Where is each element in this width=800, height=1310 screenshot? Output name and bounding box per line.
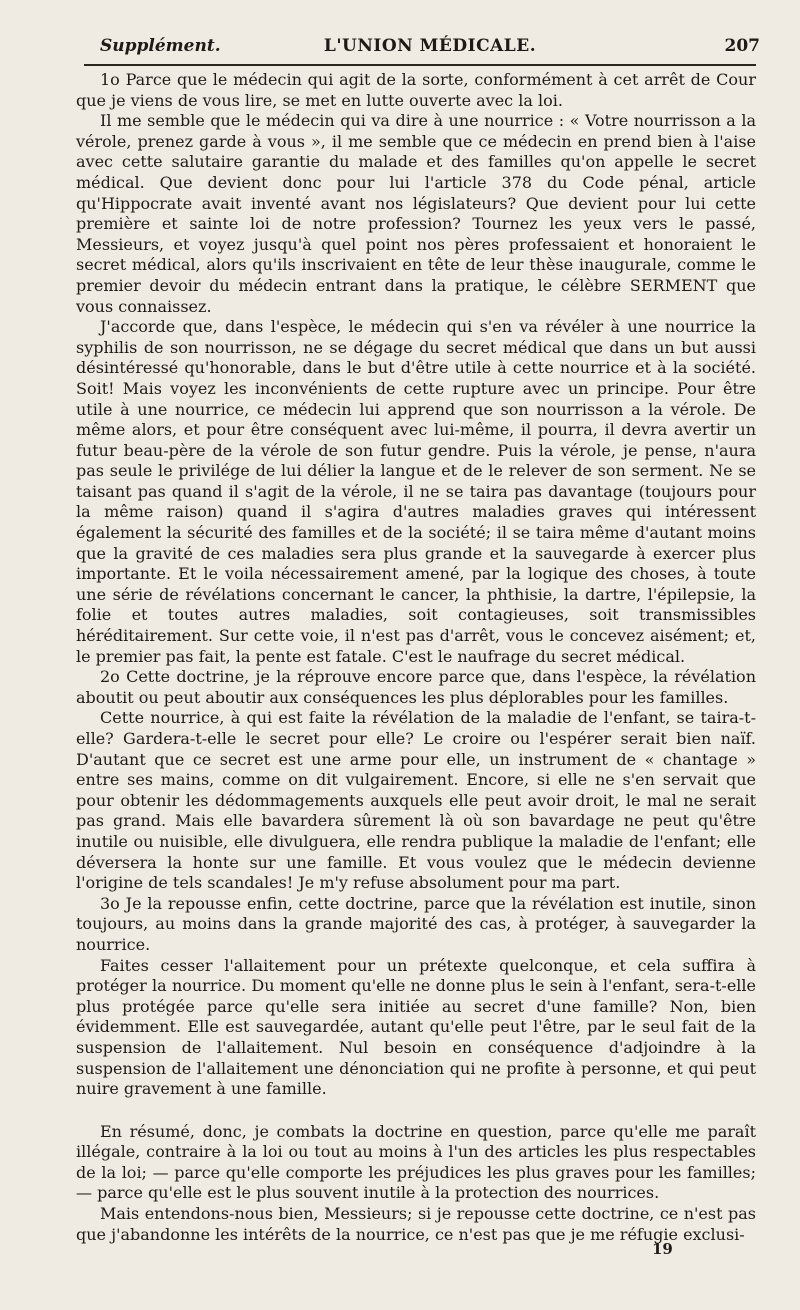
body-text [76,70,756,1245]
paragraph-1: 1o Parce que le médecin qui agit de la sorte, conformément à cet arrêt de Cour que je viens de vous lire, se met en lutte ouverte avec la loi. [76,70,756,110]
paragraph-6: 3o Je la repousse enfin, cette doctrine, parce que la révélation est inutile, sinon toujours, au moins dans la grande majorité des cas, à protéger, à sauvegarder la nourrice. [76,893,756,954]
paragraph-5: Cette nourrice, à qui est faite la révélation de la maladie de l'enfant, se taira-t-elle? Gardera-t-elle le secret pour elle? Le croire ou l'espérer serait bien naïf. D'autant que ce secret est une arme pour elle, un instrument de « chantage » entre ses mains, comme on dit vulgairement. Encore, si elle ne s'en servait que pour obtenir les dédommagements auxquels elle peut avoir droit, le mal ne serait pas grand. Mais elle bavardera sûrement là où son bavardage ne peut qu'être inutile ou nuisible, elle divulguera, elle rendra publique la maladie de l'enfant; elle déversera la honte sur une famille. Et vous voulez que le médecin devienne l'origine de tels scandales! Je m'y refuse absolument pour ma part. [76,708,756,893]
signature-mark: 19 [652,1240,673,1258]
header-rule [84,64,756,66]
section-label: Supplément. [100,36,221,56]
paragraph-8: En résumé, donc, je combats la doctrine en question, parce qu'elle me paraît illégale, contraire à la loi ou tout au moins à l'un des articles les plus respectables de la loi; — parce qu'elle comporte les préjudices les plus graves pour les familles; — parce qu'elle est le plus souvent inutile à la protection des nourrices. [76,1121,756,1203]
running-head [100,30,760,60]
journal-title: L'UNION MÉDICALE. [323,36,537,56]
page-number: 207 [724,36,760,56]
paragraph-7: Faites cesser l'allaitement pour un prétexte quelconque, et cela suffira à protéger la nourrice. Du moment qu'elle ne donne plus le sein à l'enfant, sera-t-elle plus protégée parce qu'elle sera initiée au secret d'une famille? Non, bien évidemment. Elle est sauvegardée, autant qu'elle peut l'être, par le seul fait de la suspension de l'allaitement. Nul besoin en conséquence d'adjoindre à la suspension de l'allaitement une dénonciation qui ne profite à personne, et qui peut nuire gravement à une famille. [76,955,756,1099]
paragraph-4: 2o Cette doctrine, je la réprouve encore parce que, dans l'espèce, la révélation aboutit ou peut aboutir aux conséquences les plus déplorables pour les familles. [76,667,756,707]
paragraph-3: J'accorde que, dans l'espèce, le médecin qui s'en va révéler à une nourrice la syphilis de son nourrisson, ne se dégage du secret médical que dans un but aussi désintéressé qu'honorable, dans le but d'être utile à cette nourrice et à la société. Soit! Mais voyez les inconvénients de cette rupture avec un principe. Pour être utile à une nourrice, ce médecin lui apprend que son nourrisson a la vérole. De même alors, et pour être conséquent avec lui-même, il pourra, il devra avertir un futur beau-père de la vérole de son futur gendre. Puis la vérole, je pense, n'aura pas seule le privilége de lui délier la langue et de le relever de son serment. Ne se taisant pas quand il s'agit de la vérole, il ne se taira pas davantage (toujours pour la même raison) quand il s'agira d'autres maladies graves qui intéressent également la sécurité des familles et de la société; il se taira même d'autant moins que la gravité de ces maladies sera plus grande et la sauvegarde à exercer plus importante. Et le voila nécessairement amené, par la logique des choses, à toute une série de révélations concernant le cancer, la phthisie, la dartre, l'épilepsie, la folie et toutes autres maladies, soit contagieuses, soit transmissibles héréditairement. Sur cette voie, il n'est pas d'arrêt, vous le concevez aisément; et, le premier pas fait, la pente est fatale. C'est le naufrage du secret médical. [76,317,756,666]
paragraph-2: Il me semble que le médecin qui va dire à une nourrice : « Votre nourrisson a la vérole, prenez garde à vous », il me semble que ce médecin en prend bien à l'aise avec cette salutaire garantie du malade et des familles qu'on appelle le secret médical. Que devient donc pour lui l'article 378 du Code pénal, article qu'Hippocrate avait inventé avant nos législateurs? Que devient pour lui cette première et sainte loi de notre profession? Tournez les yeux vers le passé, Messieurs, et voyez jusqu'à quel point nos pères professaient et honoraient le secret médical, alors qu'ils inscrivaient en tête de leur thèse inaugurale, comme le premier devoir du médecin entrant dans la pratique, le célèbre SERMENT que vous connaissez. [76,111,756,316]
paragraph-9: Mais entendons-nous bien, Messieurs; si je repousse cette doctrine, ce n'est pas que j'abandonne les intérêts de la nourrice, ce n'est pas que je me réfugie exclusi- [76,1204,756,1244]
